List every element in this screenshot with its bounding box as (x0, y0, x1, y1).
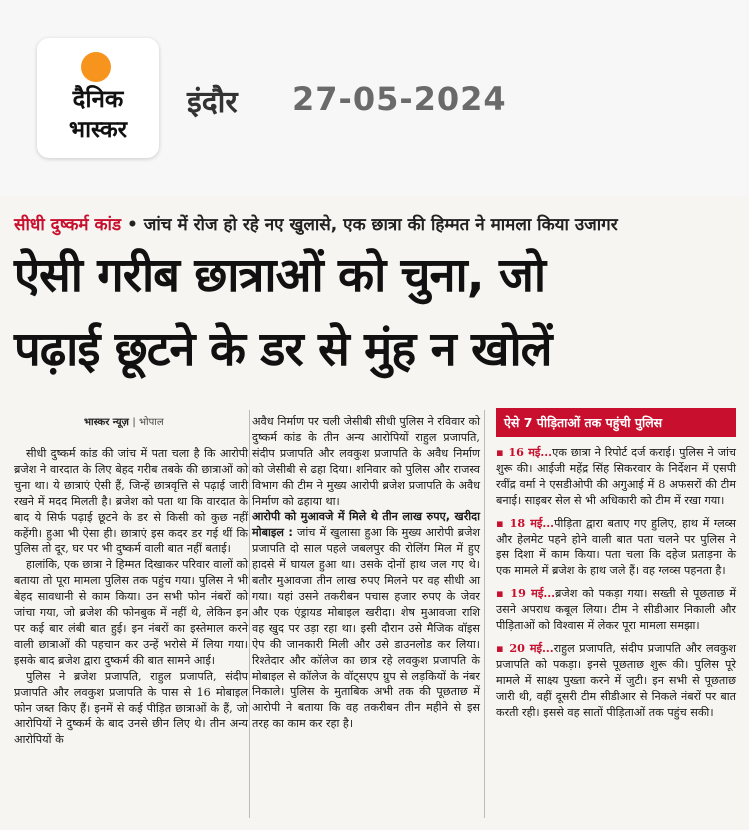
kicker (14, 212, 618, 235)
byline-city: | भोपाल (132, 417, 164, 428)
timeline-date: ▪ 20 मई... (496, 640, 554, 655)
dainik-bhaskar-logo[interactable] (37, 38, 159, 158)
article-column-2 (252, 414, 480, 732)
app-header (0, 0, 749, 190)
timeline-text: एक छात्रा ने रिपोर्ट दर्ज कराई। पुलिस ने जांच शुरू की। आईजी महेंद्र सिंह सिकरवार के निर्देशन में एसपी रवींद्र वर्मा ने एसडीओपी की अगुआई में 8 अफसरों की टीम बनाई। साइबर सेल से भी अधिकारी को टीम में रखा गया। (496, 446, 736, 507)
headline-line-1: ऐसी गरीब छात्राओं को चुना, जो (14, 248, 545, 303)
timeline-text: राहुल प्रजापति, संदीप प्रजापति और लवकुश प्रजापति को पकड़ा। इनसे पूछताछ शुरू की। पुलिस पूरे मामले में साक्ष्य पुख्ता करने में जुटी। इन सभी से पूछताछ जारी थी, वहीं दूसरी टीम सीडीआर से निकले नंबरों पर बात करती रही। इससे वह सातों पीड़िताओं तक पहुंच सकी। (496, 641, 736, 719)
timeline-item (496, 586, 736, 634)
paragraph: हालांकि, एक छात्रा ने हिम्मत दिखाकर परिवार वालों को बताया तो पूरा मामला पुलिस तक पहुंच गया। पुलिस ने भी बेहद सावधानी से काम किया। उन सभी फोन नंबरों को जांचा गया, जो ब्रजेश की फोनबुक में नहीं थे, लेकिन इन पर कई बार लंबी बात हुई। इन नंबरों का इस्तेमाल करने वाली छात्राओं की पहचान कर उन्हें भरोसे में लिया गया। इसके बाद ब्रजेश द्वारा दुष्कर्म की बात सामने आई। (14, 558, 248, 667)
newspaper-clipping (0, 196, 749, 830)
paragraph: जांच में खुलासा हुआ कि मुख्य आरोपी ब्रजेश प्रजापति दो साल पहले जबलपुर की रोलिंग मिल में हुए हादसे में घायल हुआ था। उसके दोनों हाथ जल गए थे। बतौर मुआवजा तीन लाख रुपए मिलने पर वह सीधी आ गया। यहां उसने तकरीबन पचास हजार रुपए के जेवर और एक एंड्रायड मोबाइल खरीदा। शेष मुआवजा राशि वह खुद पर उड़ा रहा था। इसी दौरान उसे मैजिक वॉइस ऐप की जानकारी मिली और उसे डाउनलोड कर लिया। रिश्तेदार और कॉलेज का छात्र रहे लवकुश प्रजापति के मोबाइल से कॉलेज के वॉट्सएप ग्रुप से लड़कियों के नंबर निकाले। पुलिस के मुताबिक अभी तक की पूछताछ में आरोपी ने बताया कि वह तकरीबन तीन महीने से इस तरह का काम कर रहा है। (252, 526, 480, 731)
paragraph: पुलिस ने ब्रजेश प्रजापति, राहुल प्रजापति, संदीप प्रजापति और लवकुश प्रजापति के पास से 16 मोबाइल फोन जब्त किए हैं। इनमें से कई पीड़ित छात्राओं के हैं, जो आरोपियों ने दुष्कर्म के बाद उनसे छीन लिए थे। तीन अन्य आरोपियों के (14, 669, 248, 747)
kicker-label: सीधी दुष्कर्म कांड (14, 215, 122, 235)
timeline-text: ब्रजेश को पकड़ा गया। सख्ती से पूछताछ में उसने अपराध कबूल लिया। टीम ने सीडीआर निकाली और पीड़िताओं को विश्वास में लेकर पूरा मामला समझा। (496, 587, 737, 633)
column-divider (249, 410, 250, 818)
timeline-date: ▪ 19 मई... (496, 586, 556, 601)
paragraph: सीधी दुष्कर्म कांड की जांच में पता चला है कि आरोपी ब्रजेश ने वारदात के लिए बेहद गरीब तबके की छात्राओं को चुना था। ये छात्राएं ऐसी हैं, जिन्हें छात्रवृत्ति से पढ़ाई जारी रखने में मदद मिलती है। ब्रजेश को पता था कि वारदात के बाद ये सिर्फ पढ़ाई छूटने के डर से किसी को कुछ नहीं कहेंगी। हुआ भी ऐसा ही। छात्राएं इस कदर डर गई थीं कि पुलिस तो दूर, घर पर भी दुष्कर्म वाली बात नहीं बताई। (14, 447, 248, 556)
headline-line-2: पढ़ाई छूटने के डर से मुंह न खोलें (14, 322, 552, 377)
logo-line-2: भास्कर (68, 117, 128, 143)
timeline-item (496, 445, 736, 509)
edition-date: 27-05-2024 (292, 80, 507, 118)
subheading: आरोपी को मुआवजे में मिले थे तीन लाख रुपए, खरीदा मोबाइल : (252, 510, 480, 540)
timeline-date: ▪ 18 मई... (496, 515, 555, 530)
kicker-text: • जांच में रोज हो रहे नए खुलासे, एक छात्रा की हिम्मत ने मामला किया उजागर (126, 215, 618, 235)
byline-source: भास्कर न्यूज़ (84, 417, 129, 428)
logo-line-1: दैनिक (72, 85, 124, 113)
timeline-text: पीड़िता द्वारा बताए गए हुलिए, हाथ में ग्लव्स और हेलमेट पहने होने वाली बात पता चलने पर पुलिस ने इस दिशा में काम किया। पता चला कि दहेज प्रताड़ना के एक मामले में ब्रजेश के हाथ जले हैं। वह ग्लव्स पहनता है। (496, 516, 736, 578)
timeline-date: ▪ 16 मई... (496, 445, 553, 459)
sun-icon (81, 52, 111, 82)
timeline-item (496, 641, 736, 721)
paragraph-with-subhead (252, 509, 480, 732)
paragraph: अवैध निर्माण पर चली जेसीबी सीधी पुलिस ने रविवार को दुष्कर्म कांड के तीन अन्य आरोपियों राहुल प्रजापति, संदीप प्रजापति और लवकुश प्रजापति के अवैध निर्माण को जेसीबी से ढहा दिया। शनिवार को पुलिस और राजस्व विभाग की टीम ने मुख्य आरोपी ब्रजेश प्रजापति के अवैध निर्माण को ढहाया था। (252, 415, 480, 508)
column-divider (484, 410, 485, 818)
sidebar-timeline (496, 408, 736, 728)
article-column-1 (14, 446, 248, 748)
timeline-item (496, 516, 736, 580)
sidebar-title: ऐसे 7 पीड़िताओं तक पहुंची पुलिस (496, 408, 736, 437)
byline (84, 414, 164, 428)
edition-city: इंदौर (187, 85, 238, 120)
